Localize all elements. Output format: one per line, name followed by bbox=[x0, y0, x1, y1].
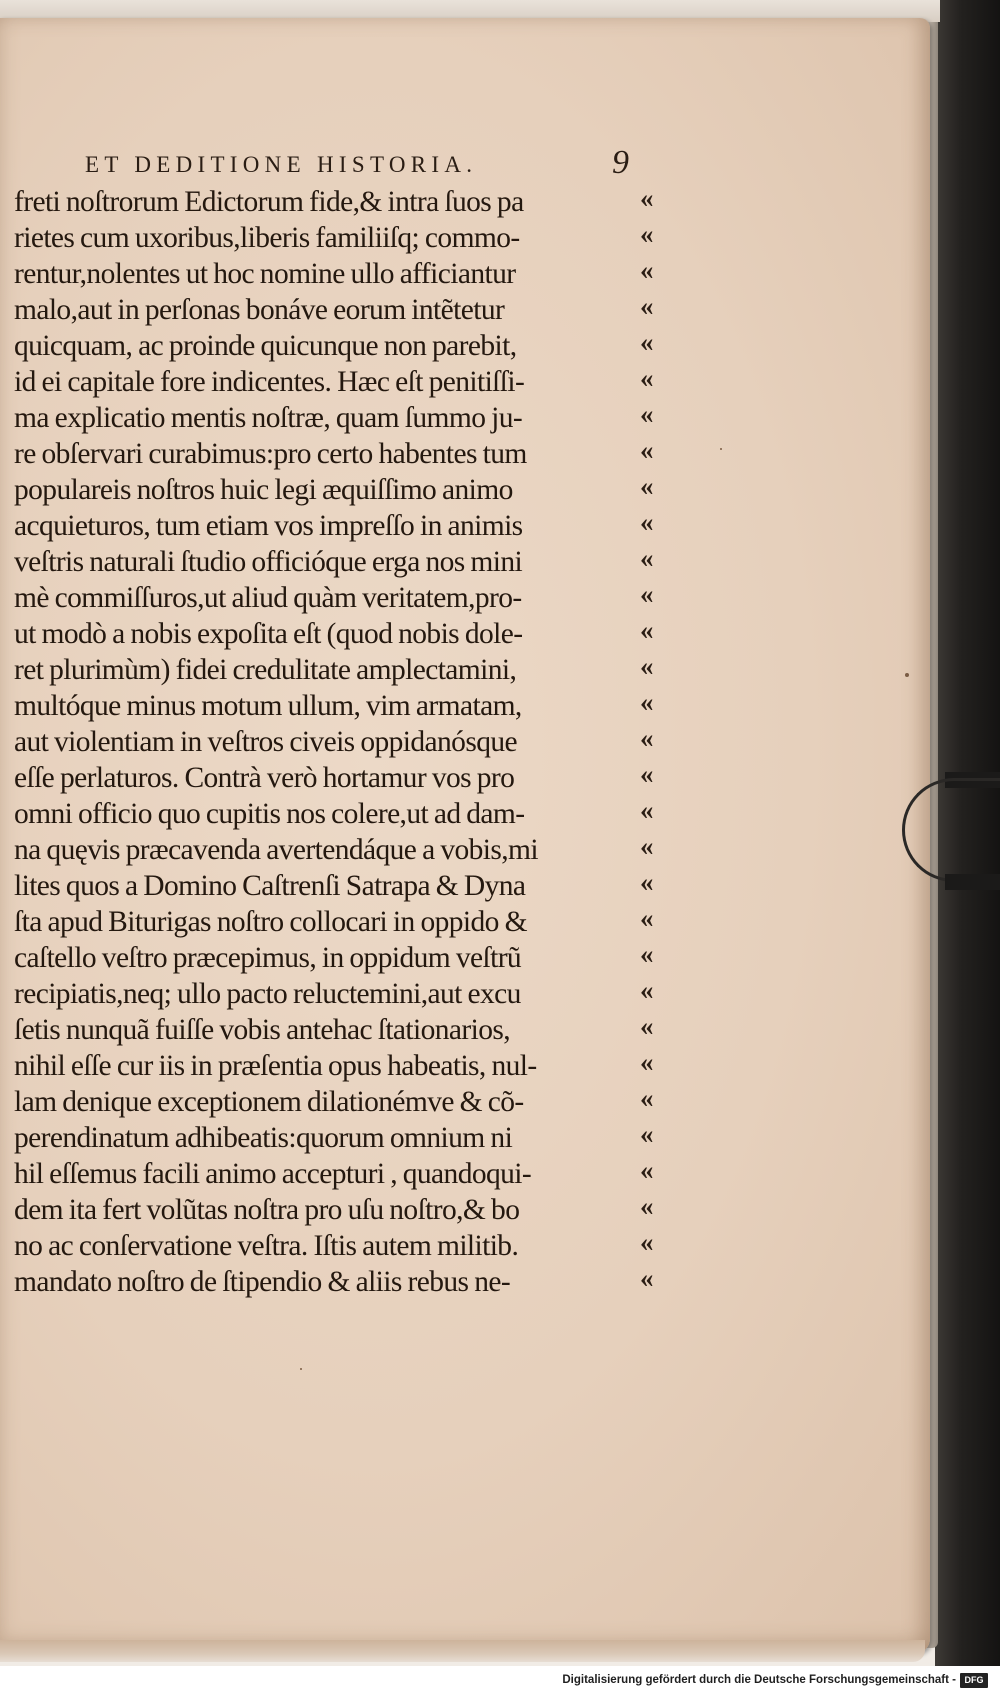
running-head bbox=[85, 144, 645, 186]
line-text: mandato noſtro de ſtipendio & aliis rebus ne- bbox=[14, 1266, 511, 1298]
quotation-mark: « bbox=[640, 1155, 653, 1185]
text-line bbox=[14, 868, 674, 904]
line-text: eſſe perlaturos. Contrà verò hortamur vos pro bbox=[14, 762, 515, 794]
quotation-mark: « bbox=[640, 1083, 653, 1113]
quotation-mark: « bbox=[640, 327, 653, 357]
text-line bbox=[14, 328, 674, 364]
line-text: rietes cum uxoribus,liberis familiiſq; commo- bbox=[14, 222, 520, 254]
line-text: re obſervari curabimus:pro certo habentes tum bbox=[14, 438, 527, 470]
running-title: ET DEDITIONE HISTORIA. bbox=[85, 152, 478, 177]
text-line bbox=[14, 544, 674, 580]
text-line bbox=[14, 724, 674, 760]
quotation-mark: « bbox=[640, 1191, 653, 1221]
text-line bbox=[14, 436, 674, 472]
quotation-mark: « bbox=[640, 903, 653, 933]
page-clip bbox=[902, 778, 1000, 882]
quotation-mark: « bbox=[640, 183, 653, 213]
quotation-mark: « bbox=[640, 795, 653, 825]
line-text: na quęvis præcavenda avertendáque a vobis,mi bbox=[14, 834, 538, 866]
quotation-mark: « bbox=[640, 1011, 653, 1041]
quotation-mark: « bbox=[640, 255, 653, 285]
line-text: malo,aut in perſonas bonáve eorum intẽtetur bbox=[14, 294, 505, 326]
text-line bbox=[14, 976, 674, 1012]
quotation-mark: « bbox=[640, 651, 653, 681]
line-text: id ei capitale fore indicentes. Hæc eſt penitiſſi- bbox=[14, 366, 525, 398]
text-line bbox=[14, 184, 674, 220]
quotation-mark: « bbox=[640, 363, 653, 393]
text-line bbox=[14, 652, 674, 688]
quotation-mark: « bbox=[640, 435, 653, 465]
text-line bbox=[14, 292, 674, 328]
text-line bbox=[14, 220, 674, 256]
text-line bbox=[14, 832, 674, 868]
text-line bbox=[14, 1228, 674, 1264]
quotation-mark: « bbox=[640, 579, 653, 609]
text-line bbox=[14, 1264, 674, 1300]
line-text: aut violentiam in veſtros civeis oppidanósque bbox=[14, 726, 517, 758]
text-line bbox=[14, 904, 674, 940]
quotation-mark: « bbox=[640, 759, 653, 789]
text-line bbox=[14, 616, 674, 652]
quotation-mark: « bbox=[640, 291, 653, 321]
text-line bbox=[14, 796, 674, 832]
line-text: omni officio quo cupitis nos colere,ut ad dam- bbox=[14, 798, 525, 830]
text-line bbox=[14, 1192, 674, 1228]
quotation-mark: « bbox=[640, 399, 653, 429]
text-line bbox=[14, 688, 674, 724]
text-line bbox=[14, 1156, 674, 1192]
line-text: perendinatum adhibeatis:quorum omnium ni bbox=[14, 1122, 513, 1154]
text-line bbox=[14, 1084, 674, 1120]
dfg-logo: DFG bbox=[960, 1673, 988, 1688]
quotation-mark: « bbox=[640, 975, 653, 1005]
paper-speck bbox=[905, 673, 909, 677]
quotation-mark: « bbox=[640, 1263, 653, 1293]
line-text: dem ita fert volũtas noſtra pro uſu noſtro,& bo bbox=[14, 1194, 520, 1226]
line-text: acquieturos, tum etiam vos impreſſo in animis bbox=[14, 510, 523, 542]
paper-speck bbox=[300, 1368, 302, 1370]
line-text: populareis noſtros huic legi æquiſſimo animo bbox=[14, 474, 513, 506]
quotation-mark: « bbox=[640, 507, 653, 537]
quotation-mark: « bbox=[640, 867, 653, 897]
page-bottom-edge bbox=[0, 1640, 925, 1662]
text-line bbox=[14, 472, 674, 508]
text-line bbox=[14, 1048, 674, 1084]
text-line bbox=[14, 1120, 674, 1156]
text-line bbox=[14, 508, 674, 544]
text-line bbox=[14, 1012, 674, 1048]
footer-credit: Digitalisierung gefördert durch die Deutsche Forschungsgemeinschaft - bbox=[562, 1674, 956, 1686]
line-text: mè commiſſuros,ut aliud quàm veritatem,pro- bbox=[14, 582, 522, 614]
line-text: quicquam, ac proinde quicunque non parebit, bbox=[14, 330, 517, 362]
line-text: no ac conſervatione veſtra. Iſtis autem militib. bbox=[14, 1230, 519, 1262]
quotation-mark: « bbox=[640, 1047, 653, 1077]
line-text: lam denique exceptionem dilationémve & cõ- bbox=[14, 1086, 524, 1118]
line-text: lites quos a Domino Caſtrenſi Satrapa & Dyna bbox=[14, 870, 526, 902]
text-line bbox=[14, 256, 674, 292]
quotation-mark: « bbox=[640, 543, 653, 573]
text-line bbox=[14, 940, 674, 976]
line-text: ſta apud Biturigas noſtro collocari in oppido & bbox=[14, 906, 527, 938]
quotation-mark: « bbox=[640, 219, 653, 249]
footer-credit-strip bbox=[0, 1666, 1000, 1696]
quotation-mark: « bbox=[640, 723, 653, 753]
line-text: caſtello veſtro præcepimus, in oppidum veſtrũ bbox=[14, 942, 522, 974]
line-text: hil eſſemus facili animo accepturi , quandoqui- bbox=[14, 1158, 532, 1190]
text-line bbox=[14, 580, 674, 616]
line-text: multóque minus motum ullum, vim armatam, bbox=[14, 690, 522, 722]
line-text: ret plurimùm) fidei credulitate amplectamini, bbox=[14, 654, 517, 686]
quotation-mark: « bbox=[640, 615, 653, 645]
body-text bbox=[14, 184, 674, 1300]
line-text: recipiatis,neq; ullo pacto reluctemini,aut excu bbox=[14, 978, 521, 1010]
line-text: ſetis nunquã fuiſſe vobis antehac ſtationarios, bbox=[14, 1014, 511, 1046]
paper-speck bbox=[720, 448, 722, 450]
text-line bbox=[14, 400, 674, 436]
quotation-mark: « bbox=[640, 687, 653, 717]
text-line bbox=[14, 364, 674, 400]
quotation-mark: « bbox=[640, 1227, 653, 1257]
line-text: nihil eſſe cur iis in præſentia opus habeatis, nul- bbox=[14, 1050, 537, 1082]
quotation-mark: « bbox=[640, 1119, 653, 1149]
quotation-mark: « bbox=[640, 471, 653, 501]
line-text: veſtris naturali ſtudio officióque erga nos mini bbox=[14, 546, 523, 578]
text-line bbox=[14, 760, 674, 796]
line-text: ut modò a nobis expoſita eſt (quod nobis dole- bbox=[14, 618, 523, 650]
line-text: ma explicatio mentis noſtræ, quam ſummo ju- bbox=[14, 402, 523, 434]
quotation-mark: « bbox=[640, 939, 653, 969]
quotation-mark: « bbox=[640, 831, 653, 861]
page-number: 9 bbox=[612, 144, 629, 181]
line-text: freti noſtrorum Edictorum fide,& intra ſuos pa bbox=[14, 186, 524, 218]
line-text: rentur,nolentes ut hoc nomine ullo afficiantur bbox=[14, 258, 516, 290]
clip-band-bottom bbox=[945, 874, 1000, 890]
